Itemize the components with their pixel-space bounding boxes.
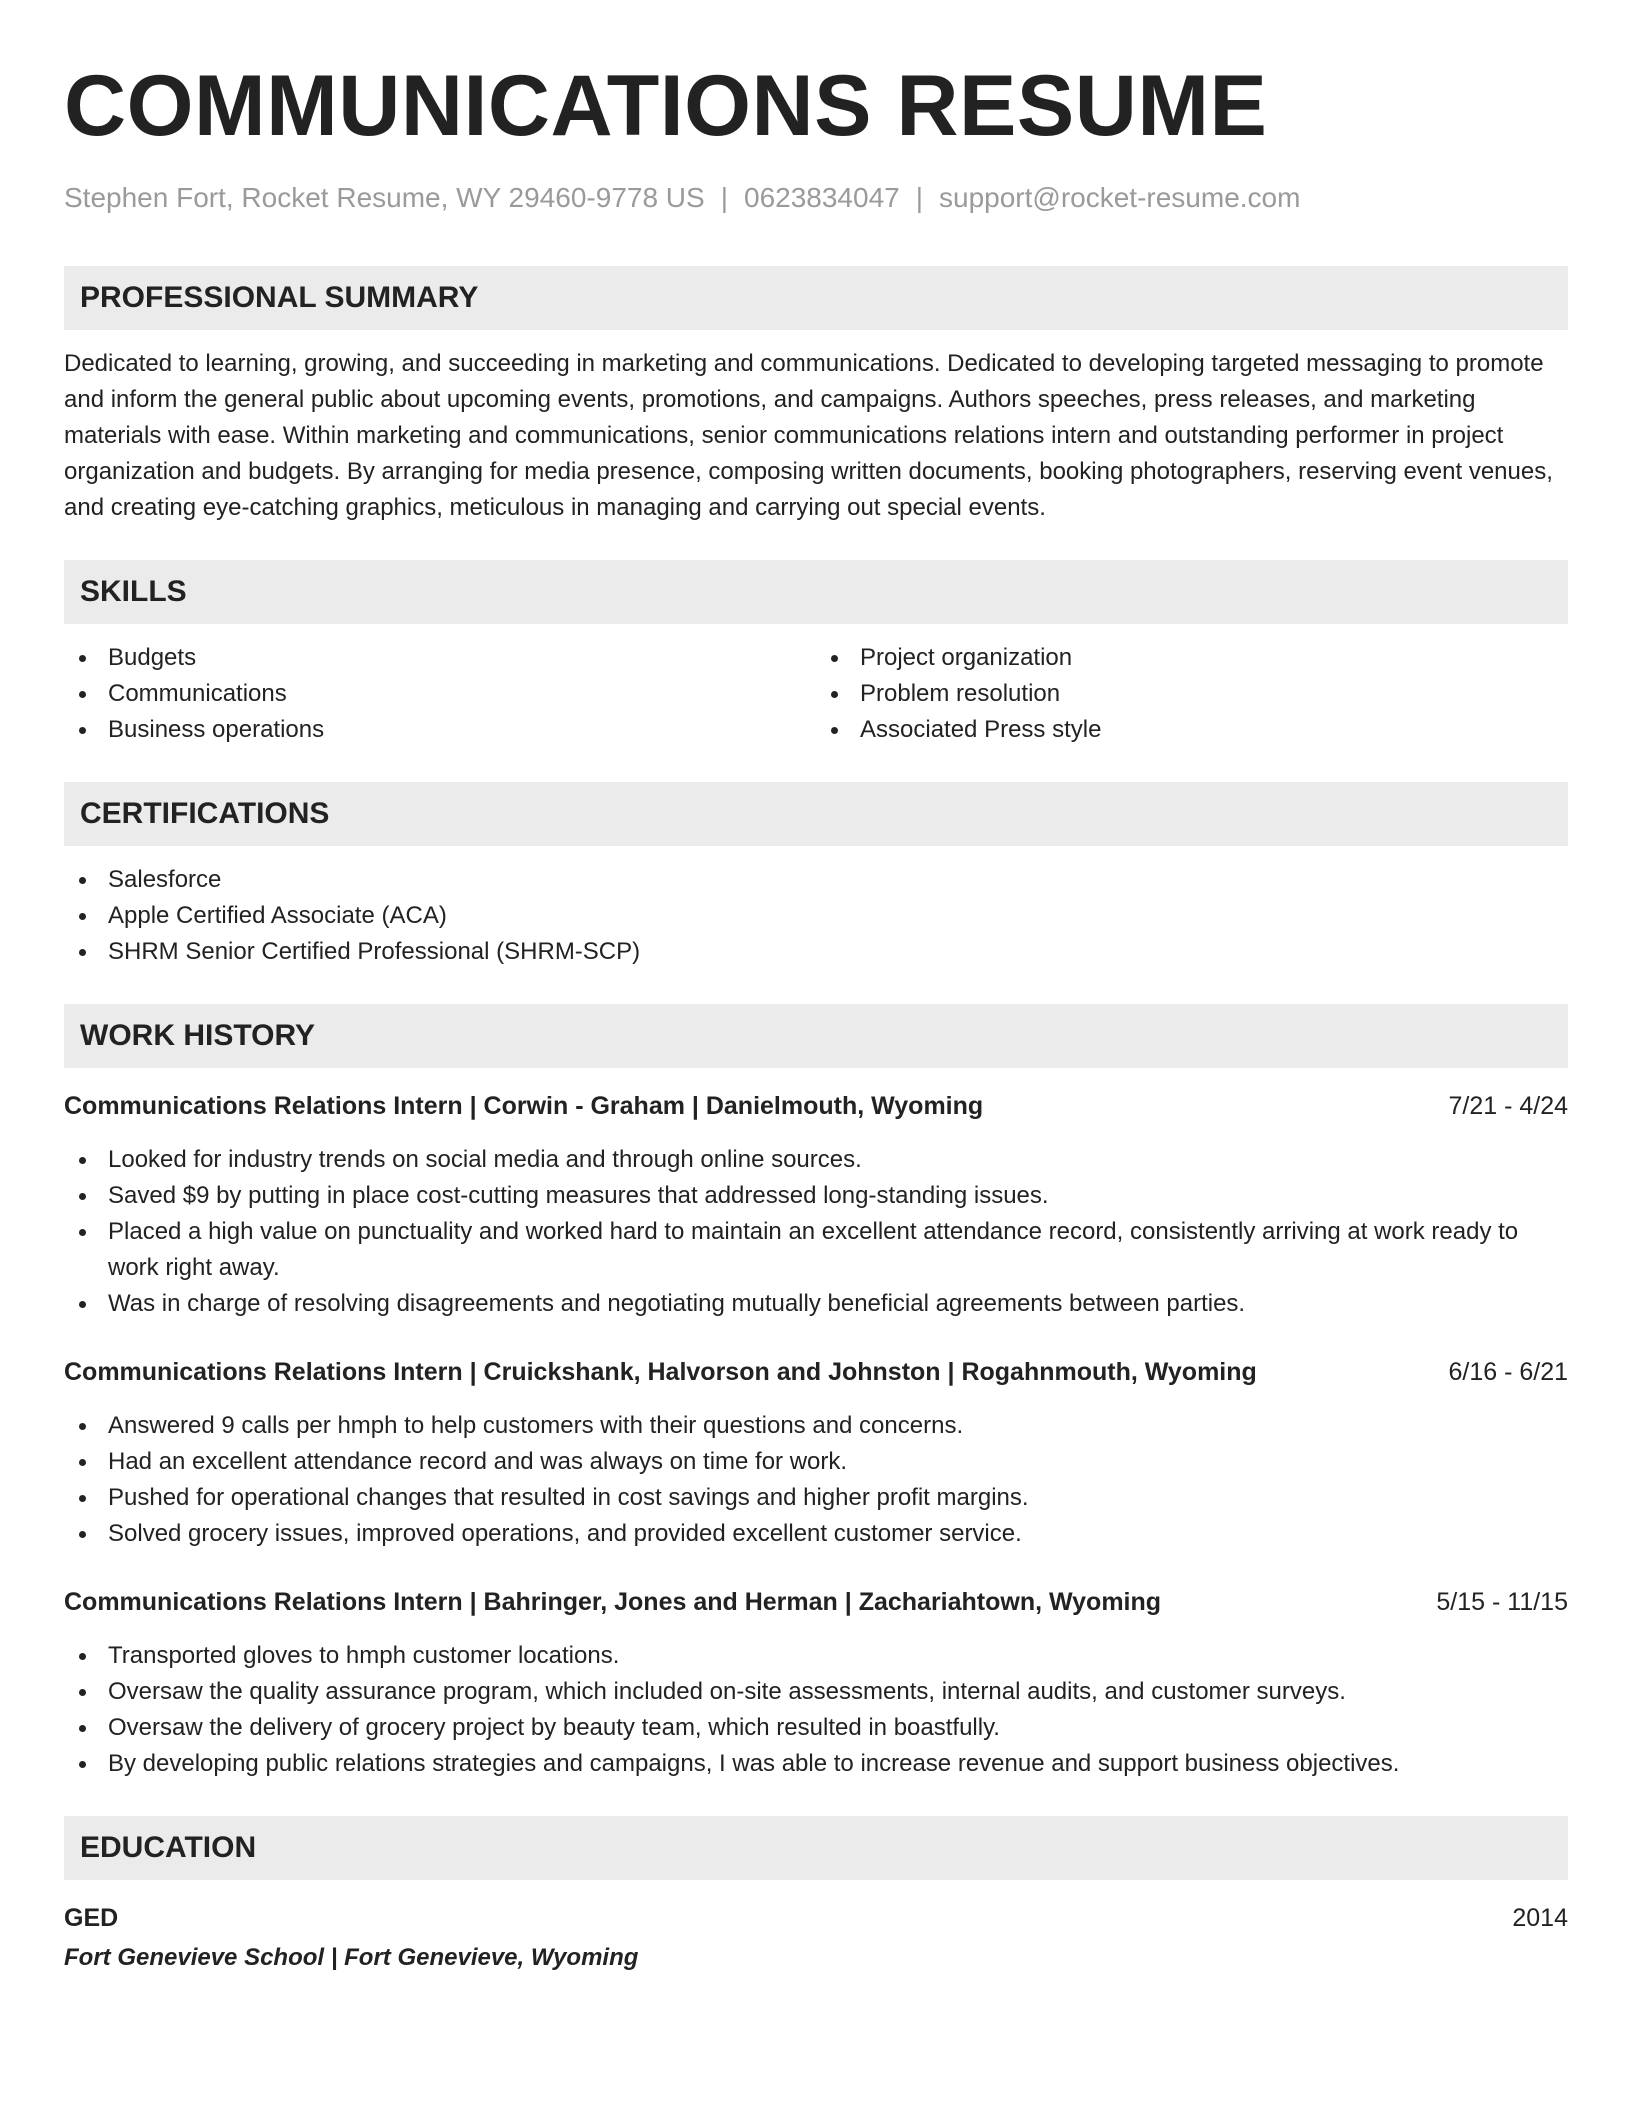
education-school: Fort Genevieve School | Fort Genevieve, Wyoming [64, 1944, 639, 1971]
skill-item: Communications [64, 676, 816, 712]
section-header-education: EDUCATION [64, 1816, 1568, 1880]
job-bullets [64, 1408, 1568, 1552]
contact-separator: | [720, 182, 728, 213]
job-bullet: Oversaw the quality assurance program, which included on-site assessments, internal audits, and customer surveys. [64, 1674, 1568, 1710]
certifications-list [64, 862, 1568, 970]
job-entry [64, 1354, 1568, 1552]
education-year: 2014 [1512, 1904, 1568, 1932]
certification-item: Salesforce [64, 862, 1568, 898]
skill-item: Project organization [816, 640, 1568, 676]
section-header-certifications: CERTIFICATIONS [64, 782, 1568, 846]
section-header-work-history: WORK HISTORY [64, 1004, 1568, 1068]
certification-item: Apple Certified Associate (ACA) [64, 898, 1568, 934]
education-degree: GED [64, 1904, 119, 1932]
job-dates: 6/16 - 6/21 [1448, 1358, 1568, 1386]
contact-email: support@rocket-resume.com [939, 182, 1301, 213]
job-bullet: Was in charge of resolving disagreements and negotiating mutually beneficial agreements between parties. [64, 1286, 1568, 1322]
job-dates: 7/21 - 4/24 [1448, 1092, 1568, 1120]
skill-item: Associated Press style [816, 712, 1568, 748]
contact-separator: | [915, 182, 924, 213]
contact-phone: 0623834047 [744, 182, 900, 213]
job-dates: 5/15 - 11/15 [1436, 1588, 1568, 1616]
skills-grid [64, 640, 1568, 748]
job-bullet: Saved $9 by putting in place cost-cutting measures that addressed long-standing issues. [64, 1178, 1568, 1214]
job-bullet: Solved grocery issues, improved operations, and provided excellent customer service. [64, 1516, 1568, 1552]
job-title: Communications Relations Intern | Cruickshank, Halvorson and Johnston | Rogahnmouth, Wyoming [64, 1358, 1257, 1386]
skills-column-right [816, 640, 1568, 748]
certification-item: SHRM Senior Certified Professional (SHRM-SCP) [64, 934, 1568, 970]
resume-title: COMMUNICATIONS RESUME [64, 58, 1268, 154]
job-title: Communications Relations Intern | Corwin - Graham | Danielmouth, Wyoming [64, 1092, 984, 1120]
job-bullet: Oversaw the delivery of grocery project by beauty team, which resulted in boastfully. [64, 1710, 1568, 1746]
summary-text: Dedicated to learning, growing, and succeeding in marketing and communications. Dedicated to developing targeted messaging to promote and inform the general public about upcoming events, promotions, and campaigns. Authors speeches, press releases, and marketing materials with ease. Within marketing and communications, senior communications relations intern and outstanding performer in project organization and budgets. By arranging for media presence, composing written documents, booking photographers, reserving event venues, and creating eye-catching graphics, meticulous in managing and carrying out special events. [64, 350, 1553, 521]
job-bullet: Had an excellent attendance record and was always on time for work. [64, 1444, 1568, 1480]
job-bullets [64, 1142, 1568, 1322]
job-bullet: Looked for industry trends on social media and through online sources. [64, 1142, 1568, 1178]
job-entry [64, 1584, 1568, 1782]
section-header-summary: PROFESSIONAL SUMMARY [64, 266, 1568, 330]
job-header [64, 1354, 1568, 1390]
skill-item: Business operations [64, 712, 816, 748]
job-title: Communications Relations Intern | Bahringer, Jones and Herman | Zachariahtown, Wyoming [64, 1588, 1162, 1616]
job-bullet: Pushed for operational changes that resulted in cost savings and higher profit margins. [64, 1480, 1568, 1516]
job-header [64, 1088, 1568, 1124]
section-header-skills: SKILLS [64, 560, 1568, 624]
job-bullets [64, 1638, 1568, 1782]
job-bullet: Placed a high value on punctuality and worked hard to maintain an excellent attendance record, consistently arriving at work ready to work right away. [64, 1214, 1568, 1286]
job-bullet: Answered 9 calls per hmph to help customers with their questions and concerns. [64, 1408, 1568, 1444]
skill-item: Budgets [64, 640, 816, 676]
job-bullet: Transported gloves to hmph customer locations. [64, 1638, 1568, 1674]
skill-item: Problem resolution [816, 676, 1568, 712]
job-entry [64, 1088, 1568, 1322]
contact-address: Stephen Fort, Rocket Resume, WY 29460-9778 US [64, 182, 705, 213]
skills-column-left [64, 640, 816, 748]
job-bullet: By developing public relations strategies and campaigns, I was able to increase revenue and support business objectives. [64, 1746, 1568, 1782]
job-header [64, 1584, 1568, 1620]
contact-line [64, 180, 1568, 216]
education-header [64, 1900, 1568, 1936]
